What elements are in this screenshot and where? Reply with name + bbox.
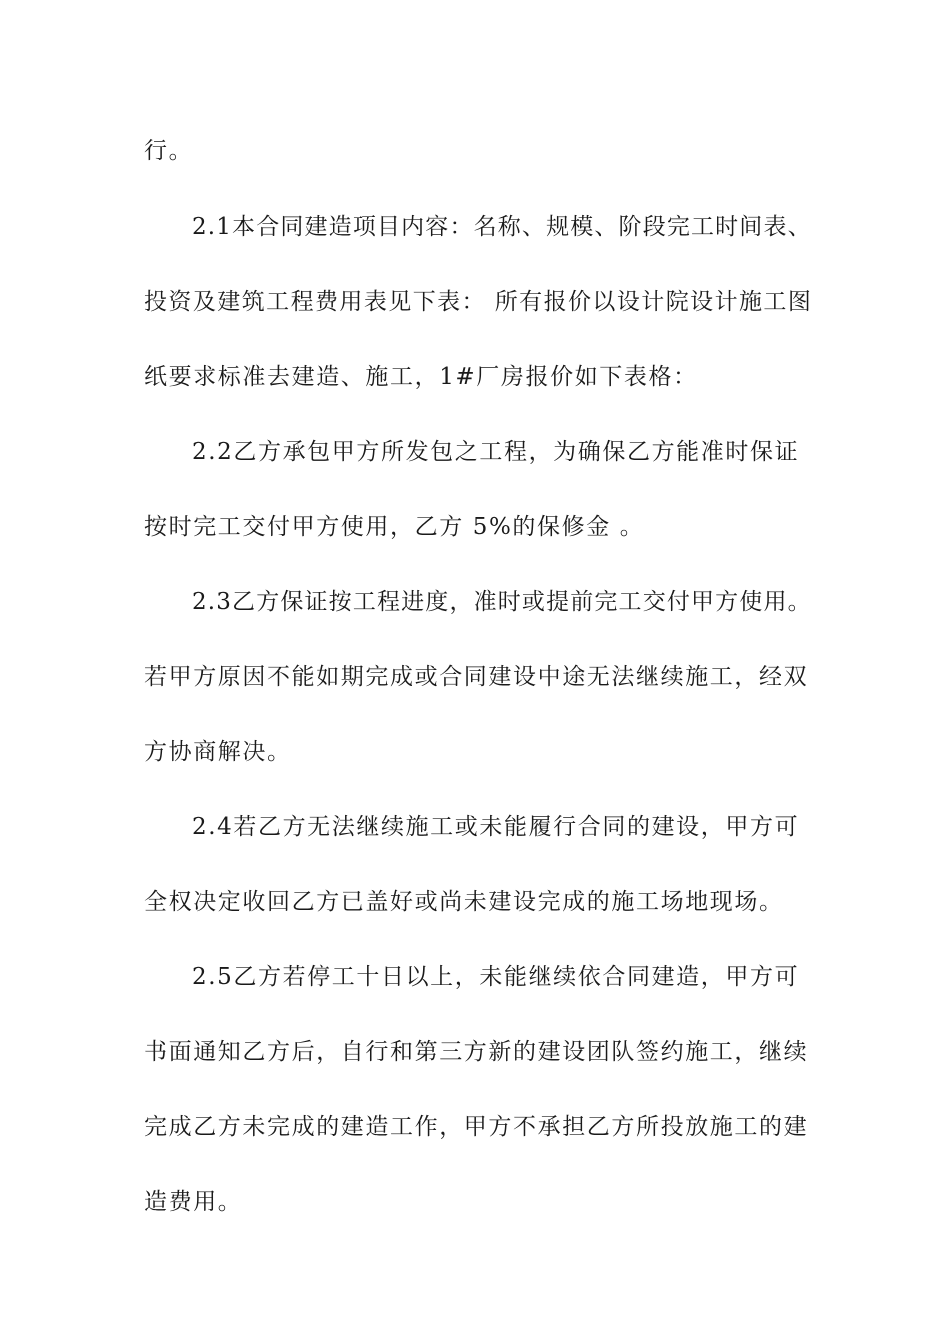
clause-2-1-line-1: 2.1本合同建造项目内容：名称、规模、阶段完工时间表、 (192, 214, 812, 240)
clause-2-5-line-3: 完成乙方未完成的建造工作，甲方不承担乙方所投放施工的建 (144, 1114, 809, 1140)
clause-2-2-line-1: 2.2乙方承包甲方所发包之工程，为确保乙方能准时保证 (192, 439, 800, 465)
clause-2-3-line-2: 若甲方原因不能如期完成或合同建设中途无法继续施工，经双 (144, 664, 809, 690)
clause-2-1-line-3: 纸要求标准去建造、施工，1#厂房报价如下表格： (144, 364, 698, 390)
clause-2-5-line-4: 造费用。 (144, 1189, 243, 1215)
clause-2-4-line-2: 全权决定收回乙方已盖好或尚未建设完成的施工场地现场。 (144, 889, 784, 915)
clause-2-3-line-3: 方协商解决。 (144, 739, 292, 765)
text-line-continuation: 行。 (144, 138, 194, 164)
clause-2-4-line-1: 2.4若乙方无法继续施工或未能履行合同的建设，甲方可 (192, 814, 800, 840)
clause-2-5-line-1: 2.5乙方若停工十日以上，未能继续依合同建造，甲方可 (192, 964, 800, 990)
clause-2-5-line-2: 书面通知乙方后，自行和第三方新的建设团队签约施工，继续 (144, 1039, 809, 1065)
clause-2-2-line-2: 按时完工交付甲方使用，乙方 5%的保修金 。 (144, 514, 645, 540)
clause-2-3-line-1: 2.3乙方保证按工程进度，准时或提前完工交付甲方使用。 (192, 589, 812, 615)
clause-2-1-line-2: 投资及建筑工程费用表见下表： 所有报价以设计院设计施工图 (144, 289, 813, 315)
